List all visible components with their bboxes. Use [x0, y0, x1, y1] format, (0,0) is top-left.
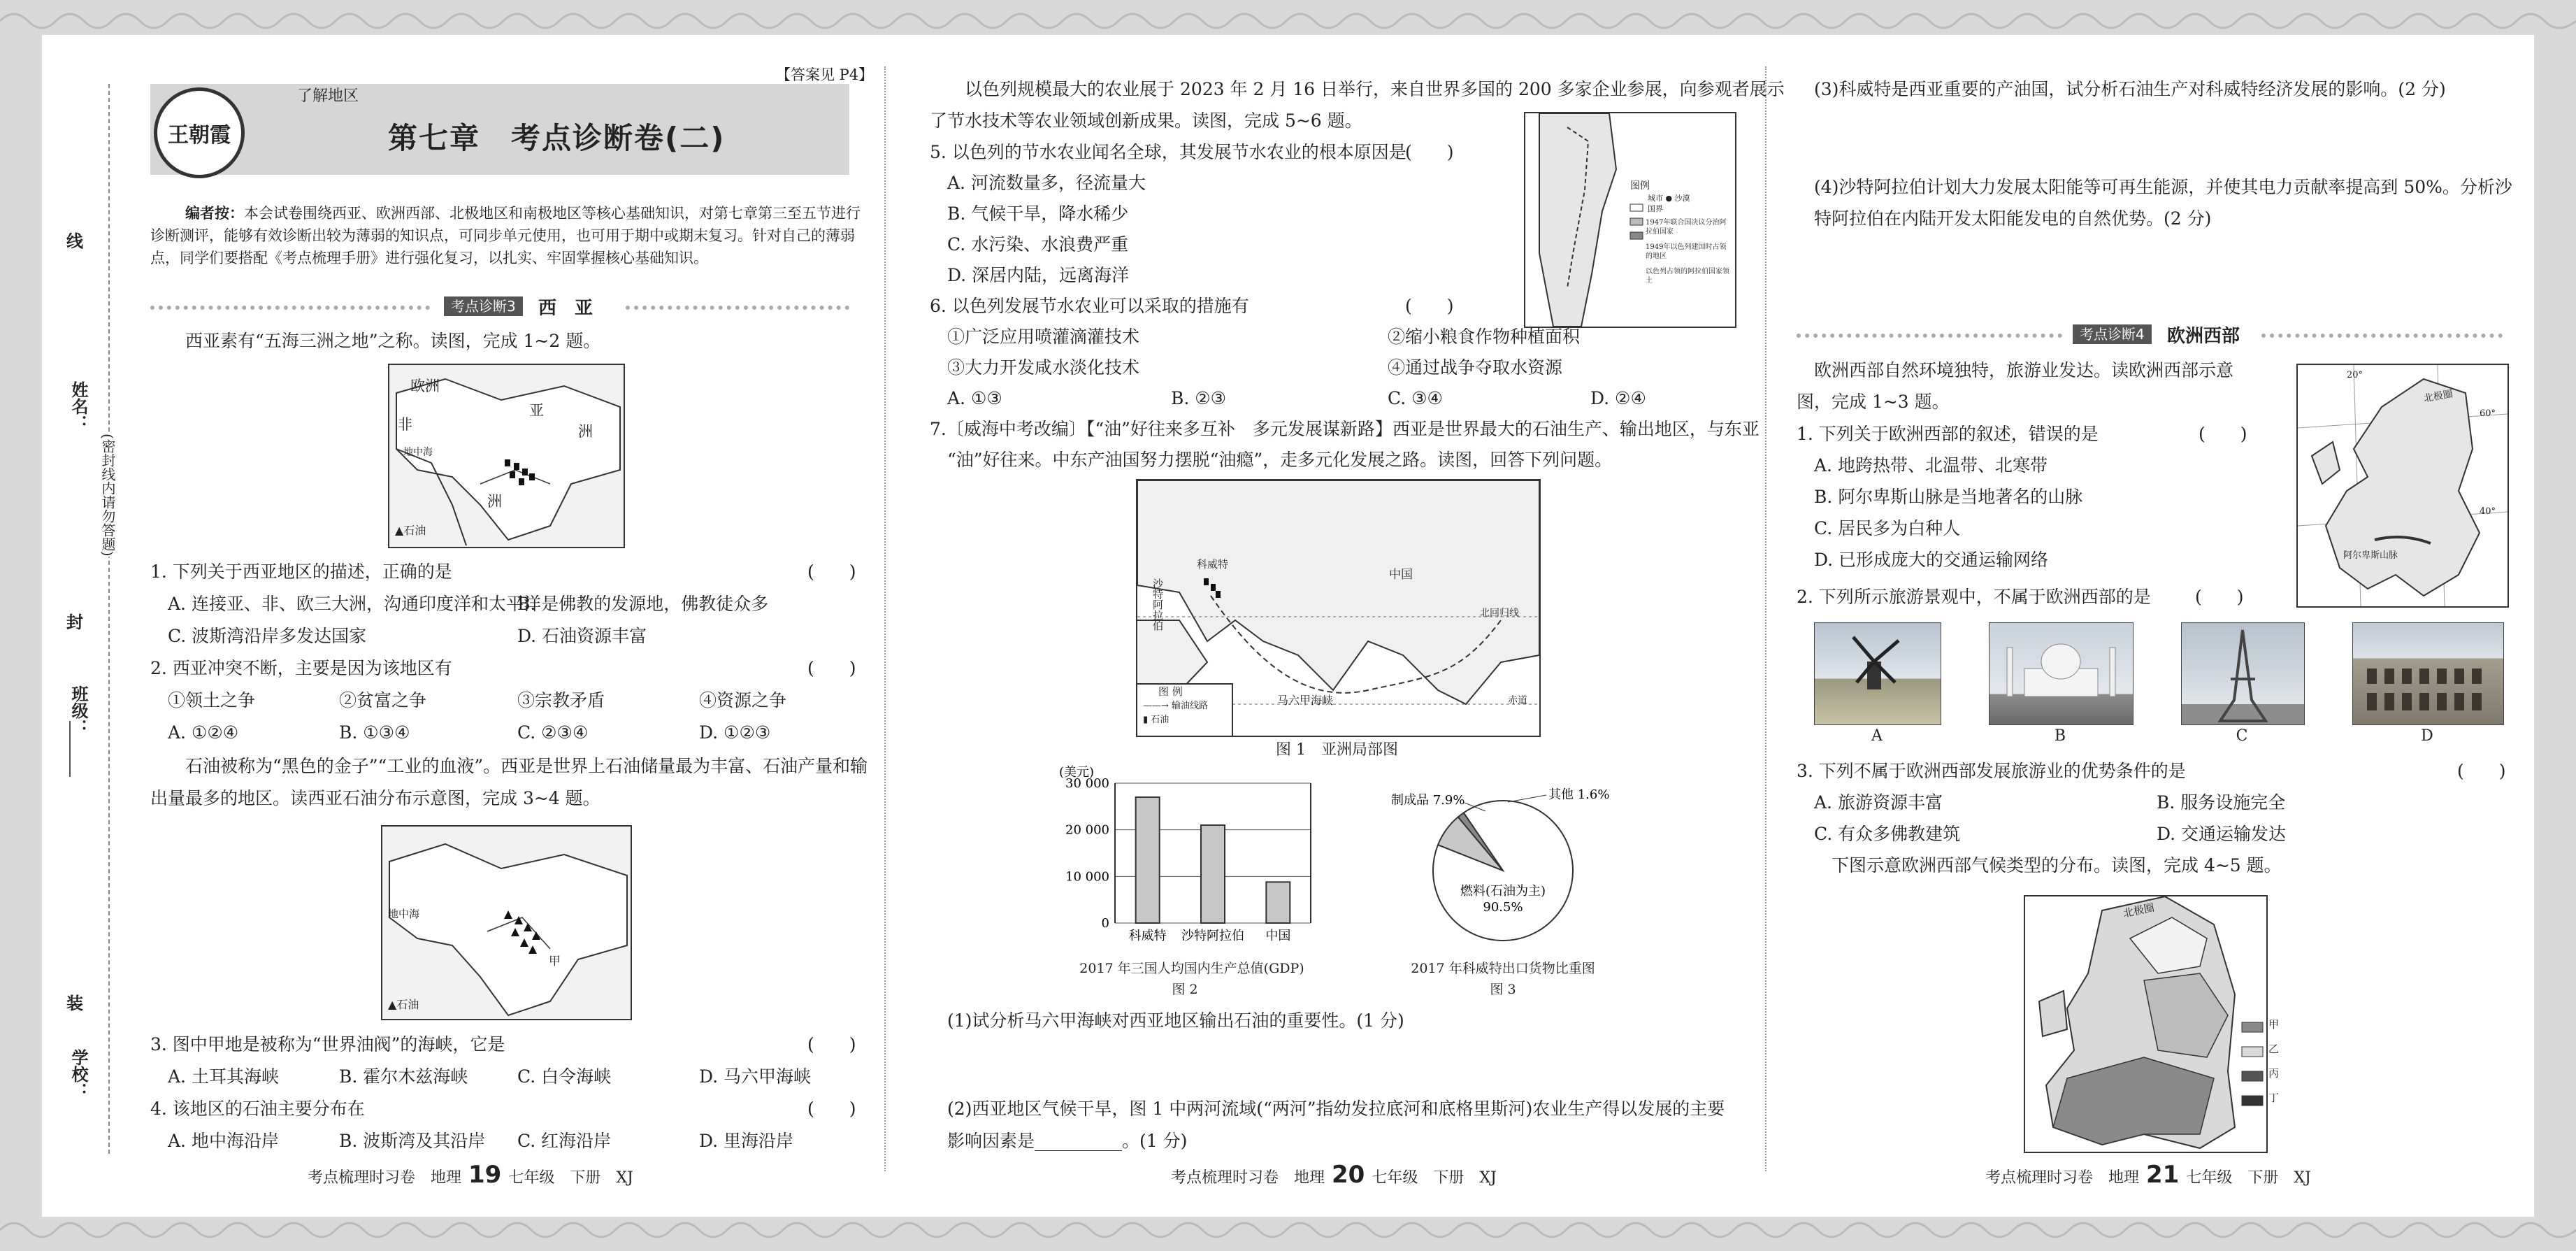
label-saudi: 沙特阿拉伯: [1151, 578, 1164, 631]
column-divider-1: [884, 66, 886, 1171]
oil-map-legend: ▲石油: [388, 998, 419, 1011]
legend-pipeline: ——→ 输油线路: [1143, 701, 1209, 711]
top-wave-border: [0, 0, 2576, 35]
intro-q5-6-line1: 以色列规模最大的农业展于 2023 年 2 月 16 日举行，来自世界多国的 200 多家企业参展，向参观者展示: [965, 79, 1785, 99]
y-tick-label: 0: [1101, 916, 1109, 931]
publisher-logo: [154, 87, 245, 178]
photo-label-a: A: [1871, 727, 1883, 745]
q4-option-d[interactable]: D. 里海沿岸: [699, 1131, 794, 1151]
q2-item-3: ③宗教矛盾: [517, 690, 605, 710]
q6-option-c[interactable]: C. ③④: [1388, 388, 1443, 408]
q2-option-d[interactable]: D. ①②③: [699, 722, 771, 743]
colosseum-icon: [2353, 623, 2503, 724]
q1-option-c[interactable]: C. 波斯湾沿岸多发达国家: [168, 626, 367, 646]
map-legend-text: 石油: [403, 524, 426, 537]
section-rule-left: [150, 306, 430, 310]
q3-answer-paren[interactable]: ( ): [807, 1034, 856, 1055]
q6-stem: 6. 以色列发展节水农业可以采取的措施有: [930, 296, 1249, 316]
q5-option-c[interactable]: C. 水污染、水浪费严重: [947, 234, 1129, 255]
page-number: 20: [1332, 1161, 1365, 1189]
western-europe-map: [2296, 364, 2509, 608]
chapter-header: [150, 84, 849, 175]
side-seal-label: 封: [66, 612, 83, 632]
y-tick-label: 30 000: [1065, 776, 1109, 791]
export-pie-chart-svg: [1363, 783, 1643, 944]
photo-d-colosseum[interactable]: [2352, 622, 2504, 725]
side-seal2-label: 装: [66, 993, 83, 1013]
europe-climate-map: [2024, 895, 2268, 1153]
e1-option-d[interactable]: D. 已形成庞大的交通运输网络: [1814, 550, 2049, 570]
logo-text: 王朝霞: [168, 123, 231, 148]
q7-part3: (3)科威特是西亚重要的产油国，试分析石油生产对科威特经济发展的影响。(2 分): [1814, 79, 2446, 99]
q2-option-a[interactable]: A. ①②④: [168, 722, 239, 743]
footer-text: 考点梳理时习卷 地理: [1985, 1169, 2140, 1187]
side-name-label: 姓名：: [69, 381, 89, 431]
q6-item-2: ②缩小粮食作物种植面积: [1388, 327, 1581, 347]
slice-value-fuel: 90.5%: [1483, 900, 1523, 915]
footer-text: 考点梳理时习卷 地理: [1171, 1169, 1325, 1187]
q1-answer-paren[interactable]: ( ): [807, 562, 856, 582]
y-axis-unit: (美元): [1059, 765, 1095, 780]
section-4-heading: [1797, 322, 2503, 347]
q7-part2-line1: (2)西亚地区气候干旱，图 1 中两河流域(“两河”指幼发拉底河和底格里斯河)农业生产得以发展的主要: [947, 1099, 1725, 1119]
q7-intro-line1: 7.〔威海中考改编〕【“油”好往来多互补 多元发展谋新路】西亚是世界最大的石油生产、输出地区，与东亚: [930, 419, 1760, 439]
column-divider-2: [1765, 66, 1766, 1171]
q5-stem: 5. 以色列的节水农业闻名全球，其发展节水农业的根本原因是: [930, 142, 1406, 162]
section-3-tag: 考点诊断3: [444, 296, 523, 316]
side-no-answer-note: (密封线内请勿答题): [98, 434, 118, 557]
q6-item-1: ①广泛应用喷灌滴灌技术: [947, 327, 1140, 347]
e1-option-a[interactable]: A. 地跨热带、北温带、北寒带: [1814, 455, 2048, 476]
label-equator: 赤道: [1508, 695, 1527, 706]
editor-note-label: 编者按：: [185, 204, 244, 222]
q5-answer-paren[interactable]: ( ): [1405, 142, 1454, 162]
side-line-label: 线: [66, 231, 83, 251]
q5-option-d[interactable]: D. 深居内陆，远离海洋: [947, 265, 1130, 285]
pie-chart-title: 2017 年科威特出口货物比重图: [1411, 961, 1595, 976]
photo-label-d: D: [2421, 727, 2433, 745]
intro-europe-line1: 欧洲西部自然环境独特，旅游业发达。读欧洲西部示意: [1814, 360, 2234, 380]
footer-page-20: [1171, 1161, 1497, 1189]
q4-option-b[interactable]: B. 波斯湾及其沿岸: [339, 1131, 486, 1151]
footer-grade: 七年级 下册 XJ: [2186, 1169, 2311, 1187]
slice-label-fuel: 燃料(石油为主): [1460, 884, 1546, 899]
photo-c-eiffel-tower[interactable]: [2181, 622, 2305, 725]
q6-item-3: ③大力开发咸水淡化技术: [947, 357, 1140, 378]
map-label-europe: 欧洲: [410, 378, 440, 394]
oil-map-label-jia: 甲: [549, 955, 561, 968]
intro-q5-6-line2: 了节水技术等农业领域创新成果。读图，完成 5~6 题。: [930, 110, 1362, 131]
x-tick-label: 中国: [1265, 929, 1291, 943]
oil-map-drawing: [382, 827, 631, 1019]
eiffel-tower-icon: [2182, 623, 2304, 724]
europe-map-alps: 阿尔卑斯山脉: [2343, 550, 2398, 561]
e1-answer-paren[interactable]: ( ): [2199, 424, 2247, 444]
asia-map-legend: [1137, 683, 1233, 737]
europe-map-40: 40°: [2480, 506, 2496, 517]
bar-0: [1136, 797, 1160, 923]
israel-legend-5: 以色列占领的阿拉伯国家领土: [1646, 268, 1729, 285]
map-label-africa: 非: [398, 416, 412, 433]
asia-partial-map: [1136, 479, 1541, 737]
q2-option-b[interactable]: B. ①③④: [339, 722, 410, 743]
y-tick-label: 20 000: [1065, 822, 1109, 838]
slice-label-manufactured: 制成品 7.9%: [1391, 793, 1465, 808]
legend-oil: ▮ 石油: [1143, 715, 1170, 725]
side-class-label: 班级：: [69, 685, 89, 736]
section-rule-right: [2261, 334, 2503, 338]
label-kuwait: 科威特: [1197, 558, 1229, 571]
q6-option-a[interactable]: A. ①③: [947, 388, 1002, 408]
climate-map-arctic: 北极圈: [2122, 901, 2156, 920]
q1-option-a[interactable]: A. 连接亚、非、欧三大洲，沟通印度洋和太平洋: [168, 594, 541, 614]
q2-option-c[interactable]: C. ②③④: [517, 722, 589, 743]
legend-title: 图 例: [1158, 685, 1183, 698]
intro-q1-2: 西亚素有“五海三洲之地”之称。读图，完成 1~2 题。: [185, 331, 601, 351]
climate-legend-ding: 丁: [2268, 1092, 2280, 1104]
q1-stem: 1. 下列关于西亚地区的描述，正确的是: [150, 562, 452, 582]
e3-option-a[interactable]: A. 旅游资源丰富: [1814, 792, 1943, 813]
intro-q4-5: 下图示意欧洲西部气候类型的分布。读图，完成 4~5 题。: [1832, 855, 2282, 875]
q5-option-a[interactable]: A. 河流数量多，径流量大: [947, 173, 1146, 193]
photo-a-windmill[interactable]: [1814, 622, 1941, 725]
west-asia-oil-map: [381, 825, 632, 1020]
q7-part4-line2: 特阿拉伯在内陆开发太阳能发电的自然优势。(2 分): [1814, 208, 2212, 229]
side-school-label: 学校：: [69, 1049, 89, 1099]
e1-option-b[interactable]: B. 阿尔卑斯山脉是当地著名的山脉: [1814, 487, 2083, 507]
climate-legend-yi: 乙: [2268, 1043, 2280, 1055]
windmill-icon: [1815, 623, 1941, 724]
q7-part1: (1)试分析马六甲海峡对西亚地区输出石油的重要性。(1 分): [947, 1010, 1404, 1031]
slice-label-other: 其他 1.6%: [1548, 787, 1610, 802]
leader-line: [1508, 795, 1546, 802]
map-label-zhou: 洲: [578, 423, 593, 440]
editor-note-line3: 点，同学们要搭配《考点梳理手册》进行强化复习，以扎实、牢固掌握核心基础知识。: [150, 250, 708, 266]
climate-legend-bing: 丙: [2268, 1067, 2280, 1080]
answer-reference: 【答案见 P4】: [776, 66, 874, 83]
q7-part4-line1: (4)沙特阿拉伯计划大力发展太阳能等可再生能源，并使其电力贡献率提高到 50%。分析沙: [1814, 177, 2512, 197]
photo-label-c: C: [2236, 727, 2248, 745]
q3-option-d[interactable]: D. 马六甲海峡: [699, 1066, 812, 1087]
editor-note-text1: 本会试卷围绕西亚、欧洲西部、北极地区和南极地区等核心基础知识，对第七章第三至五节进行: [244, 205, 861, 222]
photo-b-taj-mahal[interactable]: [1989, 622, 2134, 725]
e3-option-d[interactable]: D. 交通运输发达: [2157, 824, 2287, 844]
climate-legend-jia: 甲: [2268, 1018, 2280, 1031]
section-3-heading: [150, 294, 849, 319]
editor-note-line2: 诊断测评，能够有效诊断出较为薄弱的知识点，可同步单元使用，也可用于期中或期末复习。针对自己的薄弱: [150, 227, 855, 244]
binding-line: [108, 84, 110, 1154]
label-malacca: 马六甲海峡: [1277, 694, 1334, 707]
e1-stem: 1. 下列关于欧洲西部的叙述，错误的是: [1797, 424, 2099, 444]
israel-legend-2: 国界: [1648, 204, 1663, 213]
label-tropic: 北回归线: [1480, 608, 1519, 619]
q3-option-a[interactable]: A. 土耳其海峡: [168, 1066, 279, 1087]
intro-q3-4-line1: 石油被称为“黑色的金子”“工业的血液”。西亚是世界上石油储量最为丰富、石油产量和输: [185, 756, 868, 776]
q6-item-4: ④通过战争夺取水资源: [1388, 357, 1563, 378]
q2-stem: 2. 西亚冲突不断，主要是因为该地区有: [150, 658, 452, 678]
page-number: 19: [468, 1161, 502, 1189]
editor-note-line1: [185, 203, 861, 224]
q4-answer-paren[interactable]: ( ): [807, 1099, 856, 1119]
e3-answer-paren[interactable]: ( ): [2457, 761, 2506, 781]
q2-item-2: ②贫富之争: [339, 690, 427, 710]
legend-pipeline-text: 输油线路: [1172, 701, 1209, 711]
section-rule-right: [626, 306, 849, 310]
gdp-chart-title: 2017 年三国人均国内生产总值(GDP): [1079, 961, 1304, 976]
bottom-wave-border: [0, 1216, 2576, 1251]
q3-option-c[interactable]: C. 白令海峡: [517, 1066, 612, 1087]
bar-1: [1201, 825, 1225, 923]
israel-map: [1524, 112, 1736, 328]
q6-option-b[interactable]: B. ②③: [1171, 388, 1227, 408]
e2-stem: 2. 下列所示旅游景观中，不属于欧洲西部的是: [1797, 587, 2151, 607]
footer-grade: 七年级 下册 XJ: [508, 1169, 633, 1187]
q1-option-b[interactable]: B. 是佛教的发源地，佛教徒众多: [517, 594, 769, 614]
e3-stem: 3. 下列不属于欧洲西部发展旅游业的优势条件的是: [1797, 761, 2186, 781]
map-label-asia: 亚: [529, 402, 544, 419]
gdp-bar-chart-svg: [1045, 762, 1325, 944]
e2-answer-paren[interactable]: ( ): [2195, 587, 2244, 607]
israel-legend-4: 1949年以色列建国时占领的地区: [1646, 243, 1727, 260]
e3-option-b[interactable]: B. 服务设施完全: [2157, 792, 2286, 813]
europe-map-drawing: [2298, 365, 2507, 606]
fig2-caption: 图 2: [1172, 982, 1198, 997]
q6-answer-paren[interactable]: ( ): [1405, 296, 1454, 316]
footer-text: 考点梳理时习卷 地理: [308, 1169, 462, 1187]
q7-intro-line2: “油”好往来。中东产油国努力摆脱“油瘾”，走多元化发展之路。读图，回答下列问题。: [947, 450, 1613, 470]
q2-item-4: ④资源之争: [699, 690, 787, 710]
q5-option-b[interactable]: B. 气候干旱，降水稀少: [947, 203, 1129, 224]
e1-option-c[interactable]: C. 居民多为白种人: [1814, 518, 1961, 538]
map-label-med: 地中海: [403, 447, 433, 458]
europe-map-20: 20°: [2347, 370, 2363, 380]
footer-page-19: [308, 1161, 633, 1189]
gdp-bar-chart: [1045, 762, 1325, 997]
intro-europe-line2: 图，完成 1~3 题。: [1797, 392, 1950, 412]
section-4-tag: 考点诊断4: [2073, 324, 2152, 344]
photo-label-b: B: [2054, 727, 2066, 745]
footer-page-21: [1985, 1161, 2311, 1189]
q6-option-d[interactable]: D. ②④: [1590, 388, 1646, 408]
label-china: 中国: [1389, 568, 1413, 582]
israel-legend-title: 图例: [1630, 180, 1650, 192]
q7-part2-line2[interactable]: 影响因素是__________。(1 分): [947, 1131, 1188, 1151]
israel-legend-3: 1947年联合国决议分治阿拉伯国家: [1646, 219, 1727, 236]
q1-option-d[interactable]: D. 石油资源丰富: [517, 626, 647, 646]
class-blank: [69, 721, 71, 777]
q3-stem: 3. 图中甲地是被称为“世界油阀”的海峡，它是: [150, 1034, 505, 1055]
q4-option-a[interactable]: A. 地中海沿岸: [168, 1131, 279, 1151]
legend-oil-text: 石油: [1151, 715, 1170, 725]
europe-map-arctic: 北极圈: [2422, 388, 2454, 405]
export-pie-chart: [1363, 783, 1643, 997]
map-label-africa2: 洲: [487, 493, 502, 510]
y-tick-label: 10 000: [1065, 869, 1109, 885]
section-rule-left: [1797, 334, 2062, 338]
subject-tag: 了解地区: [297, 87, 359, 105]
page-title: 第七章 考点诊断卷(二): [388, 121, 726, 155]
oil-map-legend-text: 石油: [396, 998, 419, 1011]
q4-stem: 4. 该地区的石油主要分布在: [150, 1099, 365, 1119]
bar-2: [1266, 882, 1290, 923]
europe-map-60: 60°: [2480, 408, 2496, 419]
footer-grade: 七年级 下册 XJ: [1372, 1169, 1497, 1187]
west-asia-map: [388, 364, 625, 548]
fig1-caption: 图 1 亚洲局部图: [1276, 741, 1398, 759]
x-tick-label: 科威特: [1128, 929, 1167, 943]
page-number: 21: [2146, 1161, 2180, 1189]
intro-q3-4-line2: 出量最多的地区。读西亚石油分布示意图，完成 3~4 题。: [150, 788, 600, 808]
oil-map-label-sea: 地中海: [388, 908, 420, 920]
map-legend: ▲石油: [395, 524, 426, 537]
q3-option-b[interactable]: B. 霍尔木兹海峡: [339, 1066, 468, 1087]
q2-item-1: ①领土之争: [168, 690, 256, 710]
section-4-name: 欧洲西部: [2167, 326, 2240, 347]
fig3-caption: 图 3: [1490, 982, 1516, 997]
section-3-name: 西 亚: [538, 298, 593, 319]
q2-answer-paren[interactable]: ( ): [807, 658, 856, 678]
e3-option-c[interactable]: C. 有众多佛教建筑: [1814, 824, 1961, 844]
climate-map-drawing: [2025, 896, 2266, 1152]
q4-option-c[interactable]: C. 红海沿岸: [517, 1131, 612, 1151]
taj-mahal-icon: [1989, 623, 2133, 724]
israel-legend-1: 城市 ● 沙漠: [1648, 194, 1690, 203]
x-tick-label: 沙特阿拉伯: [1181, 929, 1244, 943]
